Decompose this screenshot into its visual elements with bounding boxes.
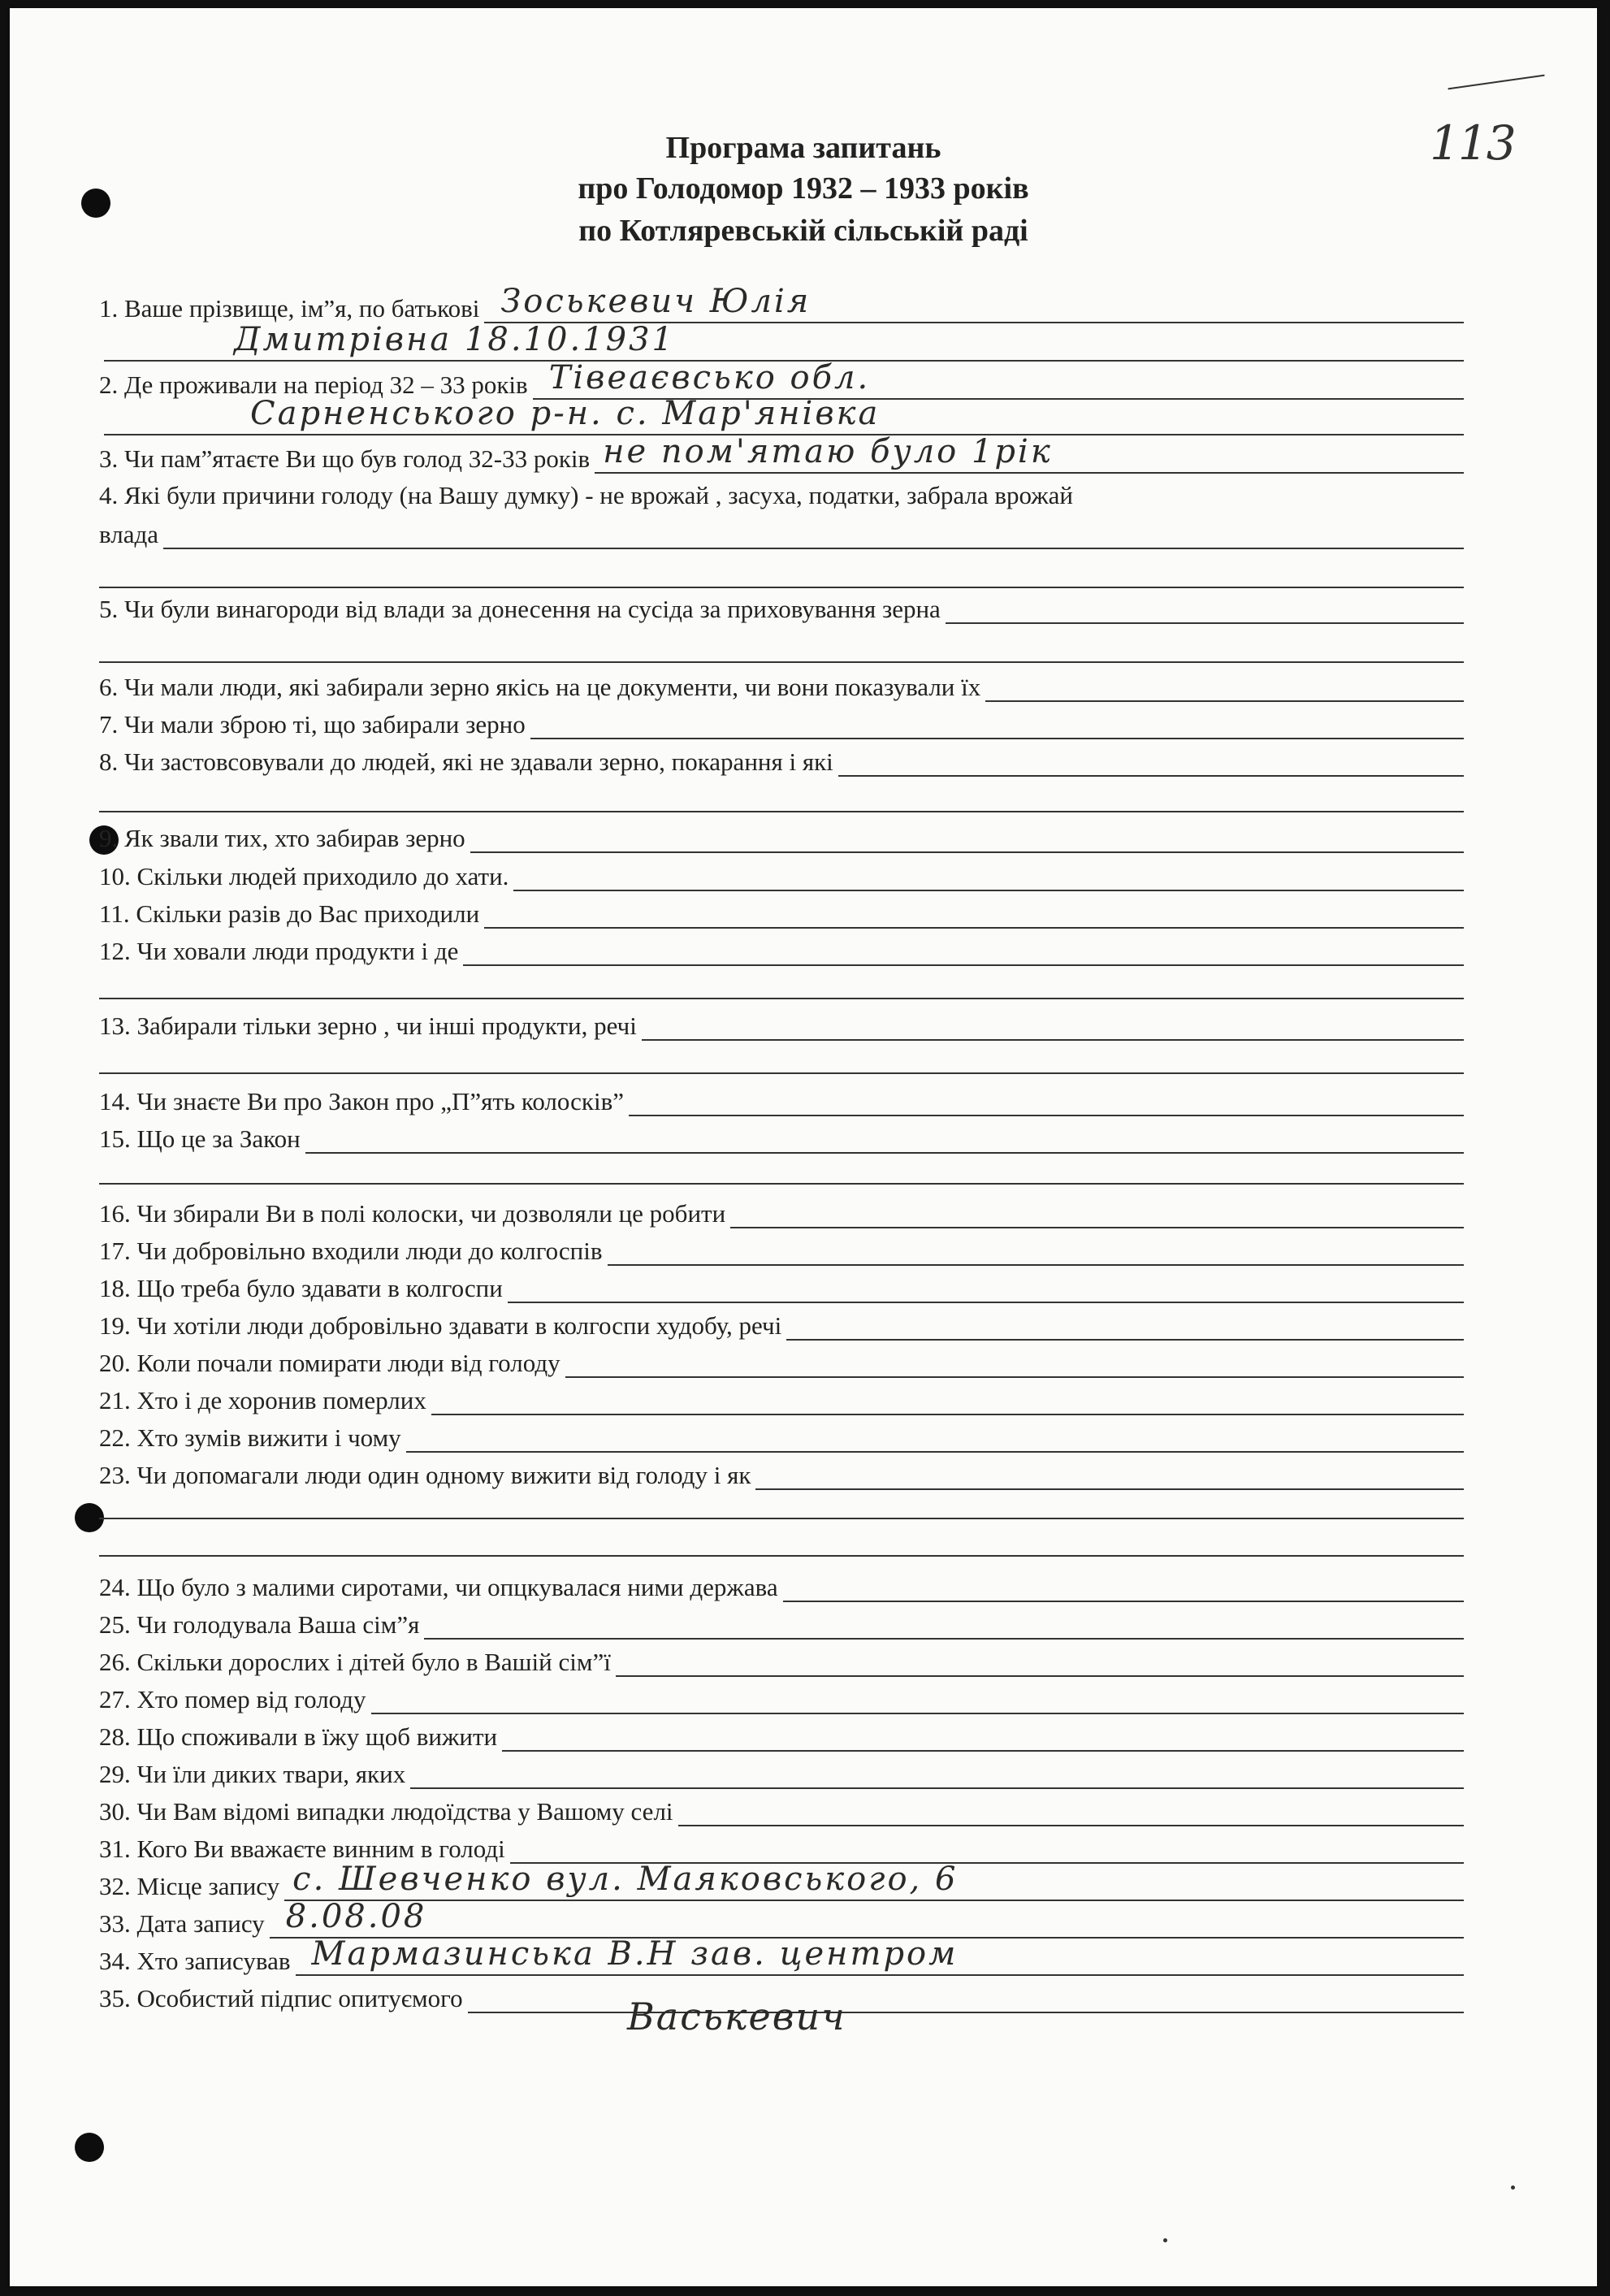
question-5: 5. Чи були винагороди від влади за донесення на сусіда за приховування зерна	[99, 587, 1464, 624]
question-6: 6. Чи мали люди, які забирали зерно якісь на це документи, чи вони показували їх	[99, 665, 1464, 702]
question-32: 32. Місце запису с. Шевченко вул. Маяковського, 6	[99, 1864, 1464, 1901]
question-28: 28. Що споживали в їжу щоб вижити	[99, 1714, 1464, 1752]
handwritten-answer: не пом'ятаю було 1рік	[603, 433, 1053, 470]
question-34: 34. Хто записував Мармазинська В.Н зав. центром	[99, 1939, 1464, 1976]
question-29: 29. Чи їли диких твари, яких	[99, 1752, 1464, 1789]
handwritten-answer: Мармазинська В.Н зав. центром	[311, 1935, 959, 1973]
speck	[1163, 2238, 1167, 2242]
question-33: 33. Дата запису 8.08.08	[99, 1901, 1464, 1939]
question-26: 26. Скільки дорослих і дітей було в Вашій сім”ї	[99, 1640, 1464, 1677]
question-12: 12. Чи ховали люди продукти і де	[99, 929, 1464, 966]
question-23: 23. Чи допомагали люди один одному вижити від голоду і як	[99, 1453, 1464, 1490]
question-9: 9. Як звали тих, хто забирав зерно	[99, 816, 1464, 853]
question-24: 24. Що було з малими сиротами, чи опцкувалася ними держава	[99, 1565, 1464, 1602]
question-3: 3. Чи пам”ятаєте Ви що був голод 32-33 років не пом'ятаю було 1рік	[99, 436, 1464, 474]
question-16: 16. Чи збирали Ви в полі колоски, чи дозволяли це робити	[99, 1191, 1464, 1228]
handwritten-answer: Дмитрівна 18.10.1931	[234, 321, 675, 358]
handwritten-answer: с. Шевченко вул. Маяковського, 6	[292, 1861, 959, 1898]
handwritten-answer: 8.08.08	[285, 1898, 427, 1935]
handwritten-signature: Васькевич	[627, 1995, 846, 2038]
question-31: 31. Кого Ви вважаєте винним в голоді	[99, 1826, 1464, 1864]
question-30: 30. Чи Вам відомі випадки людоїдства у Вашому селі	[99, 1789, 1464, 1826]
question-22: 22. Хто зумів вижити і чому	[99, 1415, 1464, 1453]
question-21: 21. Хто і де хоронив померлих	[99, 1378, 1464, 1415]
question-35: 35. Особистий підпис опитуємого	[99, 1976, 1464, 2013]
question-15: 15. Що це за Закон	[99, 1116, 1464, 1154]
question-20: 20. Коли почали помирати люди від голоду	[99, 1341, 1464, 1378]
question-2: 2. Де проживали на період 32 – 33 років Тівеаєвсько обл.	[99, 362, 1464, 400]
question-25: 25. Чи голодувала Ваша сім”я	[99, 1602, 1464, 1640]
question-10: 10. Скільки людей приходило до хати.	[99, 854, 1464, 891]
question-7: 7. Чи мали зброю ті, що забирали зерно	[99, 702, 1464, 739]
question-4-cont: влада	[99, 512, 1464, 549]
answer-line	[99, 1183, 1464, 1185]
title-line-3: по Котляревській сільській раді	[578, 214, 1028, 248]
question-11: 11. Скільки разів до Вас приходили	[99, 891, 1464, 929]
speck	[1511, 2186, 1515, 2190]
question-14: 14. Чи знаєте Ви про Закон про „П”ять колосків”	[99, 1079, 1464, 1116]
title-line-1: Програма запитань	[665, 131, 941, 165]
title-line-2: про Голодомор 1932 – 1933 років	[578, 171, 1029, 206]
answer-line	[99, 1072, 1464, 1074]
question-19: 19. Чи хотіли люди добровільно здавати в колгоспи худобу, речі	[99, 1303, 1464, 1341]
handwritten-answer: Зоськевич Юлія	[500, 283, 811, 320]
question-1: 1. Ваше прізвище, ім”я, по батькові Зоськевич Юлія	[99, 286, 1464, 323]
question-18: 18. Що треба було здавати в колгоспи	[99, 1266, 1464, 1303]
answer-line	[99, 1518, 1464, 1519]
page-number: 113	[1430, 115, 1515, 171]
page-number-stroke	[1448, 75, 1544, 90]
question-17: 17. Чи добровільно входили люди до колгоспів	[99, 1228, 1464, 1266]
question-27: 27. Хто помер від голоду	[99, 1677, 1464, 1714]
punch-hole-icon	[75, 2133, 104, 2162]
questionnaire-page	[10, 8, 1597, 2286]
handwritten-answer: Сарненського р-н. с. Мар'янівка	[250, 395, 881, 432]
question-13: 13. Забирали тільки зерно , чи інші продукти, речі	[99, 1003, 1464, 1041]
question-8: 8. Чи застовсовували до людей, які не здавали зерно, покарання і які	[99, 739, 1464, 777]
answer-line	[99, 811, 1464, 812]
answer-line	[99, 1555, 1464, 1557]
answer-line	[99, 998, 1464, 999]
question-2-cont	[99, 395, 1464, 435]
question-4: 4. Які були причини голоду (на Вашу думку) - не врожай , засуха, податки, забрала врожай	[99, 481, 1074, 509]
handwritten-answer: Тівеаєвсько обл.	[548, 359, 871, 396]
question-1-cont	[99, 321, 1464, 362]
